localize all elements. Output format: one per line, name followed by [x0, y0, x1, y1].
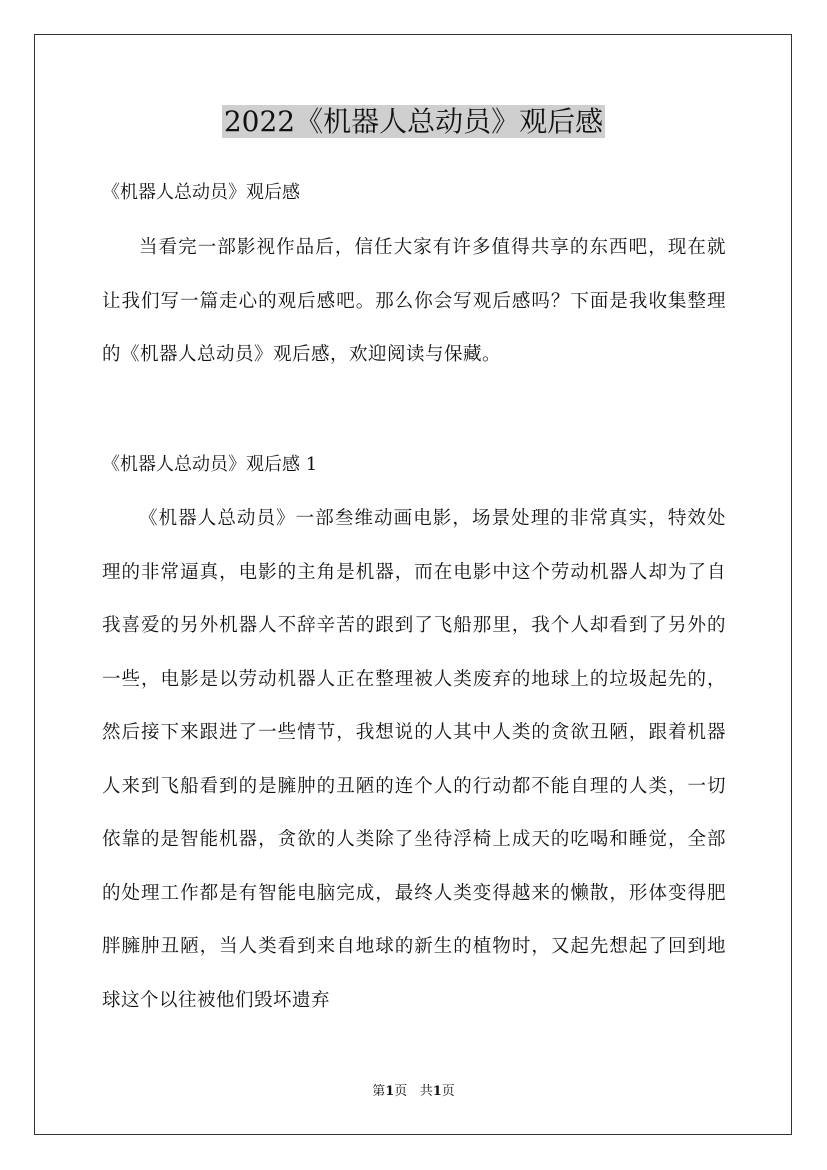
document-title-text: 2022《机器人总动员》观后感 — [223, 105, 604, 138]
section-body-1: 《机器人总动员》一部叁维动画电影，场景处理的非常真实，特效处理的非常逼真，电影的主角是机器，而在电影中这个劳动机器人却为了自我喜爱的另外机器人不辞辛苦的跟到了飞船那里，我个人却看到了另外的一些，电影是以劳动机器人正在整理被人类废弃的地球上的垃圾起先的，然后接下来跟进了一些情节，我想说的人其中人类的贪欲丑陋，跟着机器人来到飞船看到的是臃肿的丑陋的连个人的行动都不能自理的人类，一切依靠的是智能机器，贪欲的人类除了坐待浮椅上成天的吃喝和睡觉，全部的处理工作都是有智能电脑完成，最终人类变得越来的懒散，形体变得肥胖臃肿丑陋，当人类看到来自地球的新生的植物时，又起先想起了回到地球这个以往被他们毁坏遗弃 — [102, 508, 726, 1011]
footer-page-prefix: 第 — [372, 1084, 386, 1099]
page-footer — [0, 1083, 827, 1101]
footer-page-unit: 页 — [394, 1084, 408, 1099]
footer-page-current: 1 — [385, 1084, 395, 1099]
intro-paragraph: 当看完一部影视作品后，信任大家有许多值得共享的东西吧，现在就让我们写一篇走心的观后感吧。那么你会写观后感吗？下面是我收集整理的《机器人总动员》观后感，欢迎阅读与保藏。 — [102, 237, 726, 365]
footer-page-total: 1 — [432, 1084, 442, 1099]
document-title — [0, 102, 827, 142]
document-subtitle: 《机器人总动员》观后感 — [102, 182, 300, 203]
footer-total-unit: 页 — [441, 1084, 455, 1099]
section-heading-1: 《机器人总动员》观后感 1 — [102, 454, 318, 475]
footer-total-prefix: 共 — [419, 1084, 433, 1099]
